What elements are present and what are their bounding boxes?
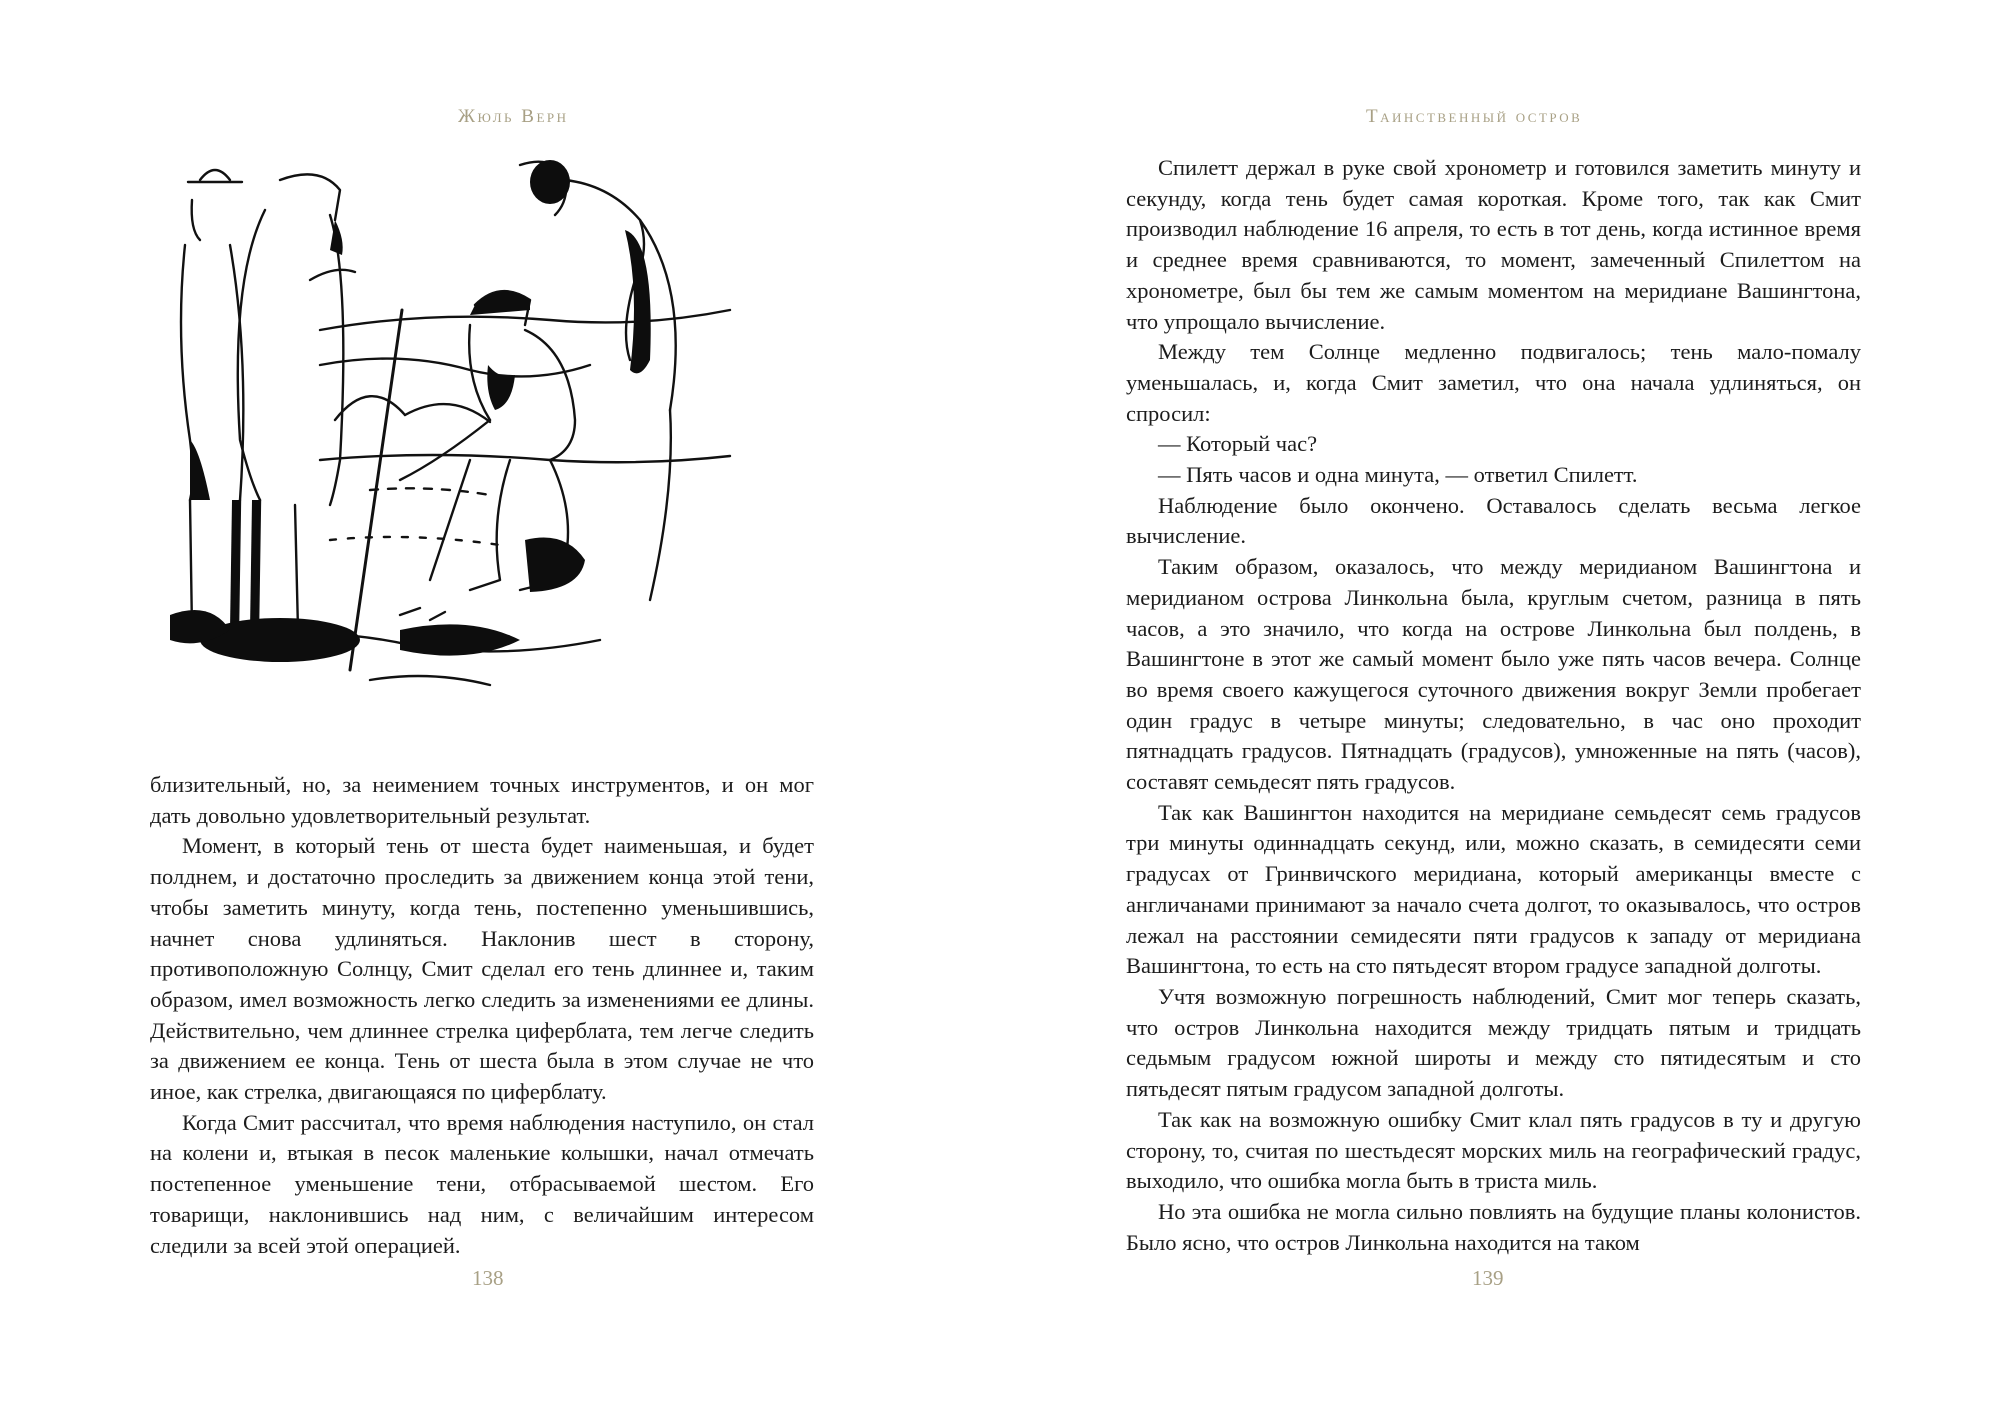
paragraph: Учтя возможную погрешность наблюдений, Смит мог теперь сказать, что остров Линкольна находится между тридцать пятым и тридцать седьмым градусом южной широты и между сто пятидесятым и сто пятьдесят пятым градусом западной долготы. — [1126, 983, 1861, 1102]
paragraph: Когда Смит рассчитал, что время наблюдения наступило, он стал на колени и, втыкая в песок маленькие колышки, начал отмечать постепенное уменьшение тени, отбрасываемой шестом. Его товарищи, наклонившись над ним, с величайшим интересом следили за всей этой операцией. — [150, 1109, 814, 1258]
paragraph: Спилетт держал в руке свой хронометр и готовился заметить минуту и секунду, когда тень будет самая короткая. Кроме того, так как Смит производил наблюдение 16 апреля, то есть в тот день, когда истинное время и среднее время сравниваются, то момент, замеченный Спилеттом на хронометре, был бы тем же самым моментом на меридиане Вашингтона, что упрощало вычисление. — [1126, 155, 1861, 334]
paragraph: Таким образом, оказалось, что между меридианом Вашингтона и меридианом острова Линкольна была, круглым счетом, разница в пять часов, а это значило, что когда на острове Линкольна был полдень, в Вашингтоне в этот же самый момент было уже пять часов вечера. Солнце во время своего кажущегося суточного движения вокруг Земли пробегает один градус в четыре минуты; следовательно, в час оно проходит пятнадцать градусов. Пятнадцать (градусов), умноженные на пять (часов), составят семьдесят пять градусов. — [1126, 554, 1861, 795]
paragraph: Между тем Солнце медленно подвигалось; тень мало-помалу уменьшалась, и, когда Смит заметил, что она начала удлиняться, он спросил: — [1126, 339, 1861, 426]
right-page — [1000, 0, 2000, 1412]
running-head-author: Жюль Верн — [458, 106, 569, 127]
running-head-title: Таинственный остров — [1366, 106, 1583, 127]
page-number: 139 — [1472, 1266, 1504, 1290]
page-number: 138 — [472, 1266, 504, 1290]
paragraph: Но эта ошибка не могла сильно повлиять на будущие планы колонистов. Было ясно, что остров Линкольна находится на таком — [1126, 1198, 1861, 1255]
left-page-body-text — [150, 770, 814, 1261]
paragraph: Момент, в который тень от шеста будет наименьшая, и будет полднем, и достаточно проследить за движением конца этой тени, чтобы заметить минуту, когда тень, постепенно уменьшившись, начнет снова удлиняться. Наклонив шест в сторону, противоположную Солнцу, Смит сделал его тень длиннее и, таким образом, имел возможность легко следить за изменениями ее длины. Действительно, чем длиннее стрелка циферблата, тем легче следить за движением ее конца. Тень от шеста была в этом случае не что иное, как стрелка, двигающаяся по циферблату. — [150, 833, 814, 1105]
paragraph: Так как на возможную ошибку Смит клал пять градусов в ту и другую сторону, то, считая по шестьдесят морских миль на географический градус, выходило, что ошибка могла быть в триста миль. — [1126, 1106, 1861, 1194]
right-page-body-text — [1126, 153, 1861, 1258]
paragraph: Наблюдение было окончено. Оставалось сделать весьма легкое вычисление. — [1126, 492, 1861, 549]
paragraph: Так как Вашингтон находится на меридиане семьдесят семь градусов три минуты одиннадцать секунд, или, можно сказать, в семидесяти семи градусах от Гринвичского меридиана, который американцы вместе с англичанами принимают за начало счета долгот, то оказывалось, что остров лежал на расстоянии семидесяти пяти градусов к западу от меридиана Вашингтона, то есть на сто пятьдесят втором градусе западной долготы. — [1126, 799, 1861, 979]
dialogue-line: — Пять часов и одна минута, — ответил Спилетт. — [1158, 462, 1638, 488]
paragraph: близительный, но, за неимением точных инструментов, и он мог дать довольно удовлетворительный результат. — [150, 772, 814, 828]
illustration-settlers-measuring-shadow — [170, 160, 785, 735]
dialogue-line: — Который час? — [1158, 431, 1318, 457]
